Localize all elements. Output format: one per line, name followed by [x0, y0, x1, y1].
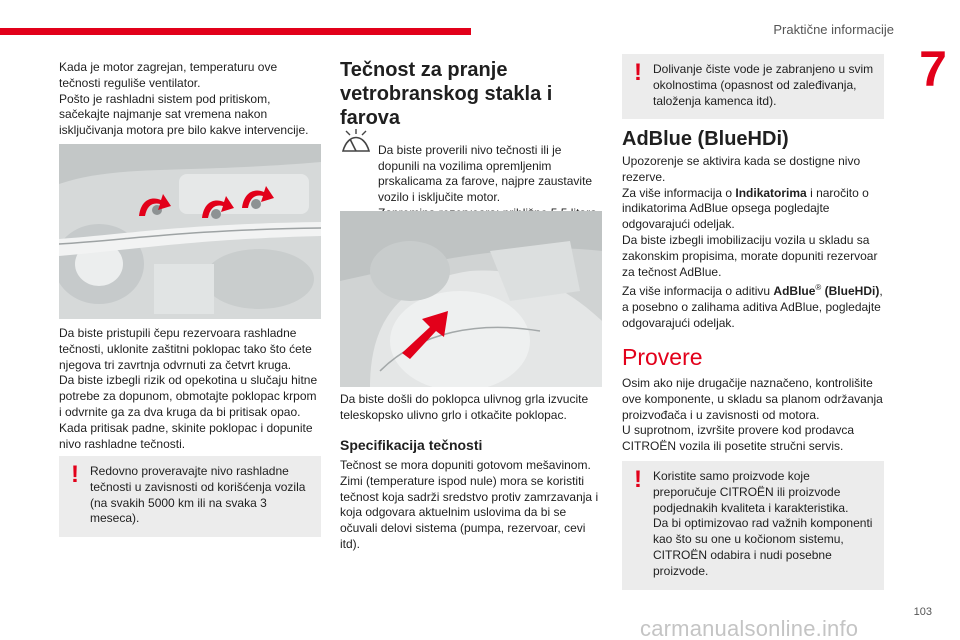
- section-title: Praktične informacije: [773, 22, 894, 37]
- adblue-heading: AdBlue (BlueHDi): [622, 128, 789, 150]
- chapter-badge: [906, 38, 960, 100]
- products-warning-text: Koristite samo proizvode koje preporučuje CITROËN ili proizvode podjednakih kvaliteta i karakteristika. Da bi optimizovao rad važnih komponenti kao što su one u kočionom sistemu, CITROËN odabira i nudi posebne proizvode.: [653, 469, 873, 578]
- washer-bay-illustration: [340, 211, 602, 387]
- coolant-warning-box: [59, 456, 321, 537]
- warning-exclamation-icon: !: [634, 59, 642, 86]
- chapter-number: 7: [919, 41, 947, 97]
- water-warning-box: [622, 54, 884, 119]
- watermark: carmanualsonline.info: [640, 616, 859, 640]
- fluid-spec-heading: Specifikacija tečnosti: [340, 437, 483, 453]
- water-warning-text: Dolivanje čiste vode je zabranjeno u svim okolnostima (opasnost od zaleđivanja, taloženja kamenca itd).: [653, 62, 874, 108]
- adblue-indicators-text: Za više informacija o Indikatorima i naročito o indikatorima AdBlue opsega pogledajte odgovarajući odeljak.: [622, 185, 869, 232]
- adblue-text: [622, 154, 884, 332]
- engine-bay-illustration: [59, 144, 321, 319]
- coolant-engine-image: [59, 144, 321, 319]
- adblue-reserve-text: Upozorenje se aktivira kada se dostigne nivo rezerve.: [622, 154, 861, 184]
- fluid-spec-text: Tečnost se mora dopuniti gotovom mešavinom. Zimi (temperature ispod nule) mora se koristiti tečnost koja sadrži sredstvo protiv zamrzavanja i koja odgovara aktuelnim uslovima da bi se očuvali delovi sistema (pumpa, rezervoar, cevi itd).: [340, 458, 599, 551]
- coolant-intro-text: Kada je motor zagrejan, temperaturu ove tečnosti reguliše ventilator. Pošto je rashladni sistem pod pritiskom, sačekajte najmanje sat vremena nakon isključivanja motora pre bilo kakve intervencije.: [59, 60, 309, 138]
- coolant-procedure-text: Da biste pristupili čepu rezervoara rashladne tečnosti, uklonite zaštitni poklopac tako što ćete njegova tri zavrtnja odvrnuti za četvrt kruga. Da biste izbegli rizik od opekotina u slučaju hitne potrebe za dopunom, obmotajte poklopac krpom i odvrnite ga za dva kruga da bi pritisak opao. Kada pritisak padne, skinite poklopac i dopunite nivo rashladne tečnosti.: [59, 326, 318, 451]
- adblue-additive-text: Za više informacija o aditivu AdBlue® (BlueHDi), a posebno o zalihama aditiva AdBlue, pogledajte odgovarajući odeljak.: [622, 283, 883, 330]
- provere-text: Osim ako nije drugačije naznačeno, kontrolišite ove komponente, u skladu sa planom održavanja proizvođača i u zavisnosti od motora. U suprotnom, izvršite provere kod prodavca CITROËN vozila ili posetite stručni servis.: [622, 376, 883, 454]
- provere-heading: Provere: [622, 344, 703, 370]
- washer-reservoir-image: [340, 211, 602, 387]
- washer-access-text: Da biste došli do poklopca ulivnog grla izvucite teleskopsko ulivno grlo i otkačite poklopac.: [340, 392, 589, 422]
- adblue-immobilize-text: Da biste izbegli imobilizaciju vozila u skladu sa zakonskim propisima, morate dopuniti rezervoar za tečnost AdBlue.: [622, 232, 878, 279]
- products-warning-box: [622, 461, 884, 590]
- coolant-warning-text: Redovno proveravajte nivo rashladne tečnosti u zavisnosti od korišćenja vozila (na svakih 5000 km ili na svaka 3 meseca).: [90, 464, 306, 526]
- washer-intro-paragraph: Da biste proverili nivo tečnosti ili je dopunili na vozilima opremljenim prskalicama za farove, najpre zaustavite vozilo i isključite motor.: [378, 142, 593, 205]
- warning-exclamation-icon: !: [71, 461, 79, 488]
- warning-exclamation-icon: !: [634, 466, 642, 493]
- header-red-bar: [0, 28, 471, 35]
- washer-fluid-heading: Tečnost za pranje vetrobranskog stakla i farova: [340, 59, 553, 129]
- page-number: 103: [913, 606, 932, 618]
